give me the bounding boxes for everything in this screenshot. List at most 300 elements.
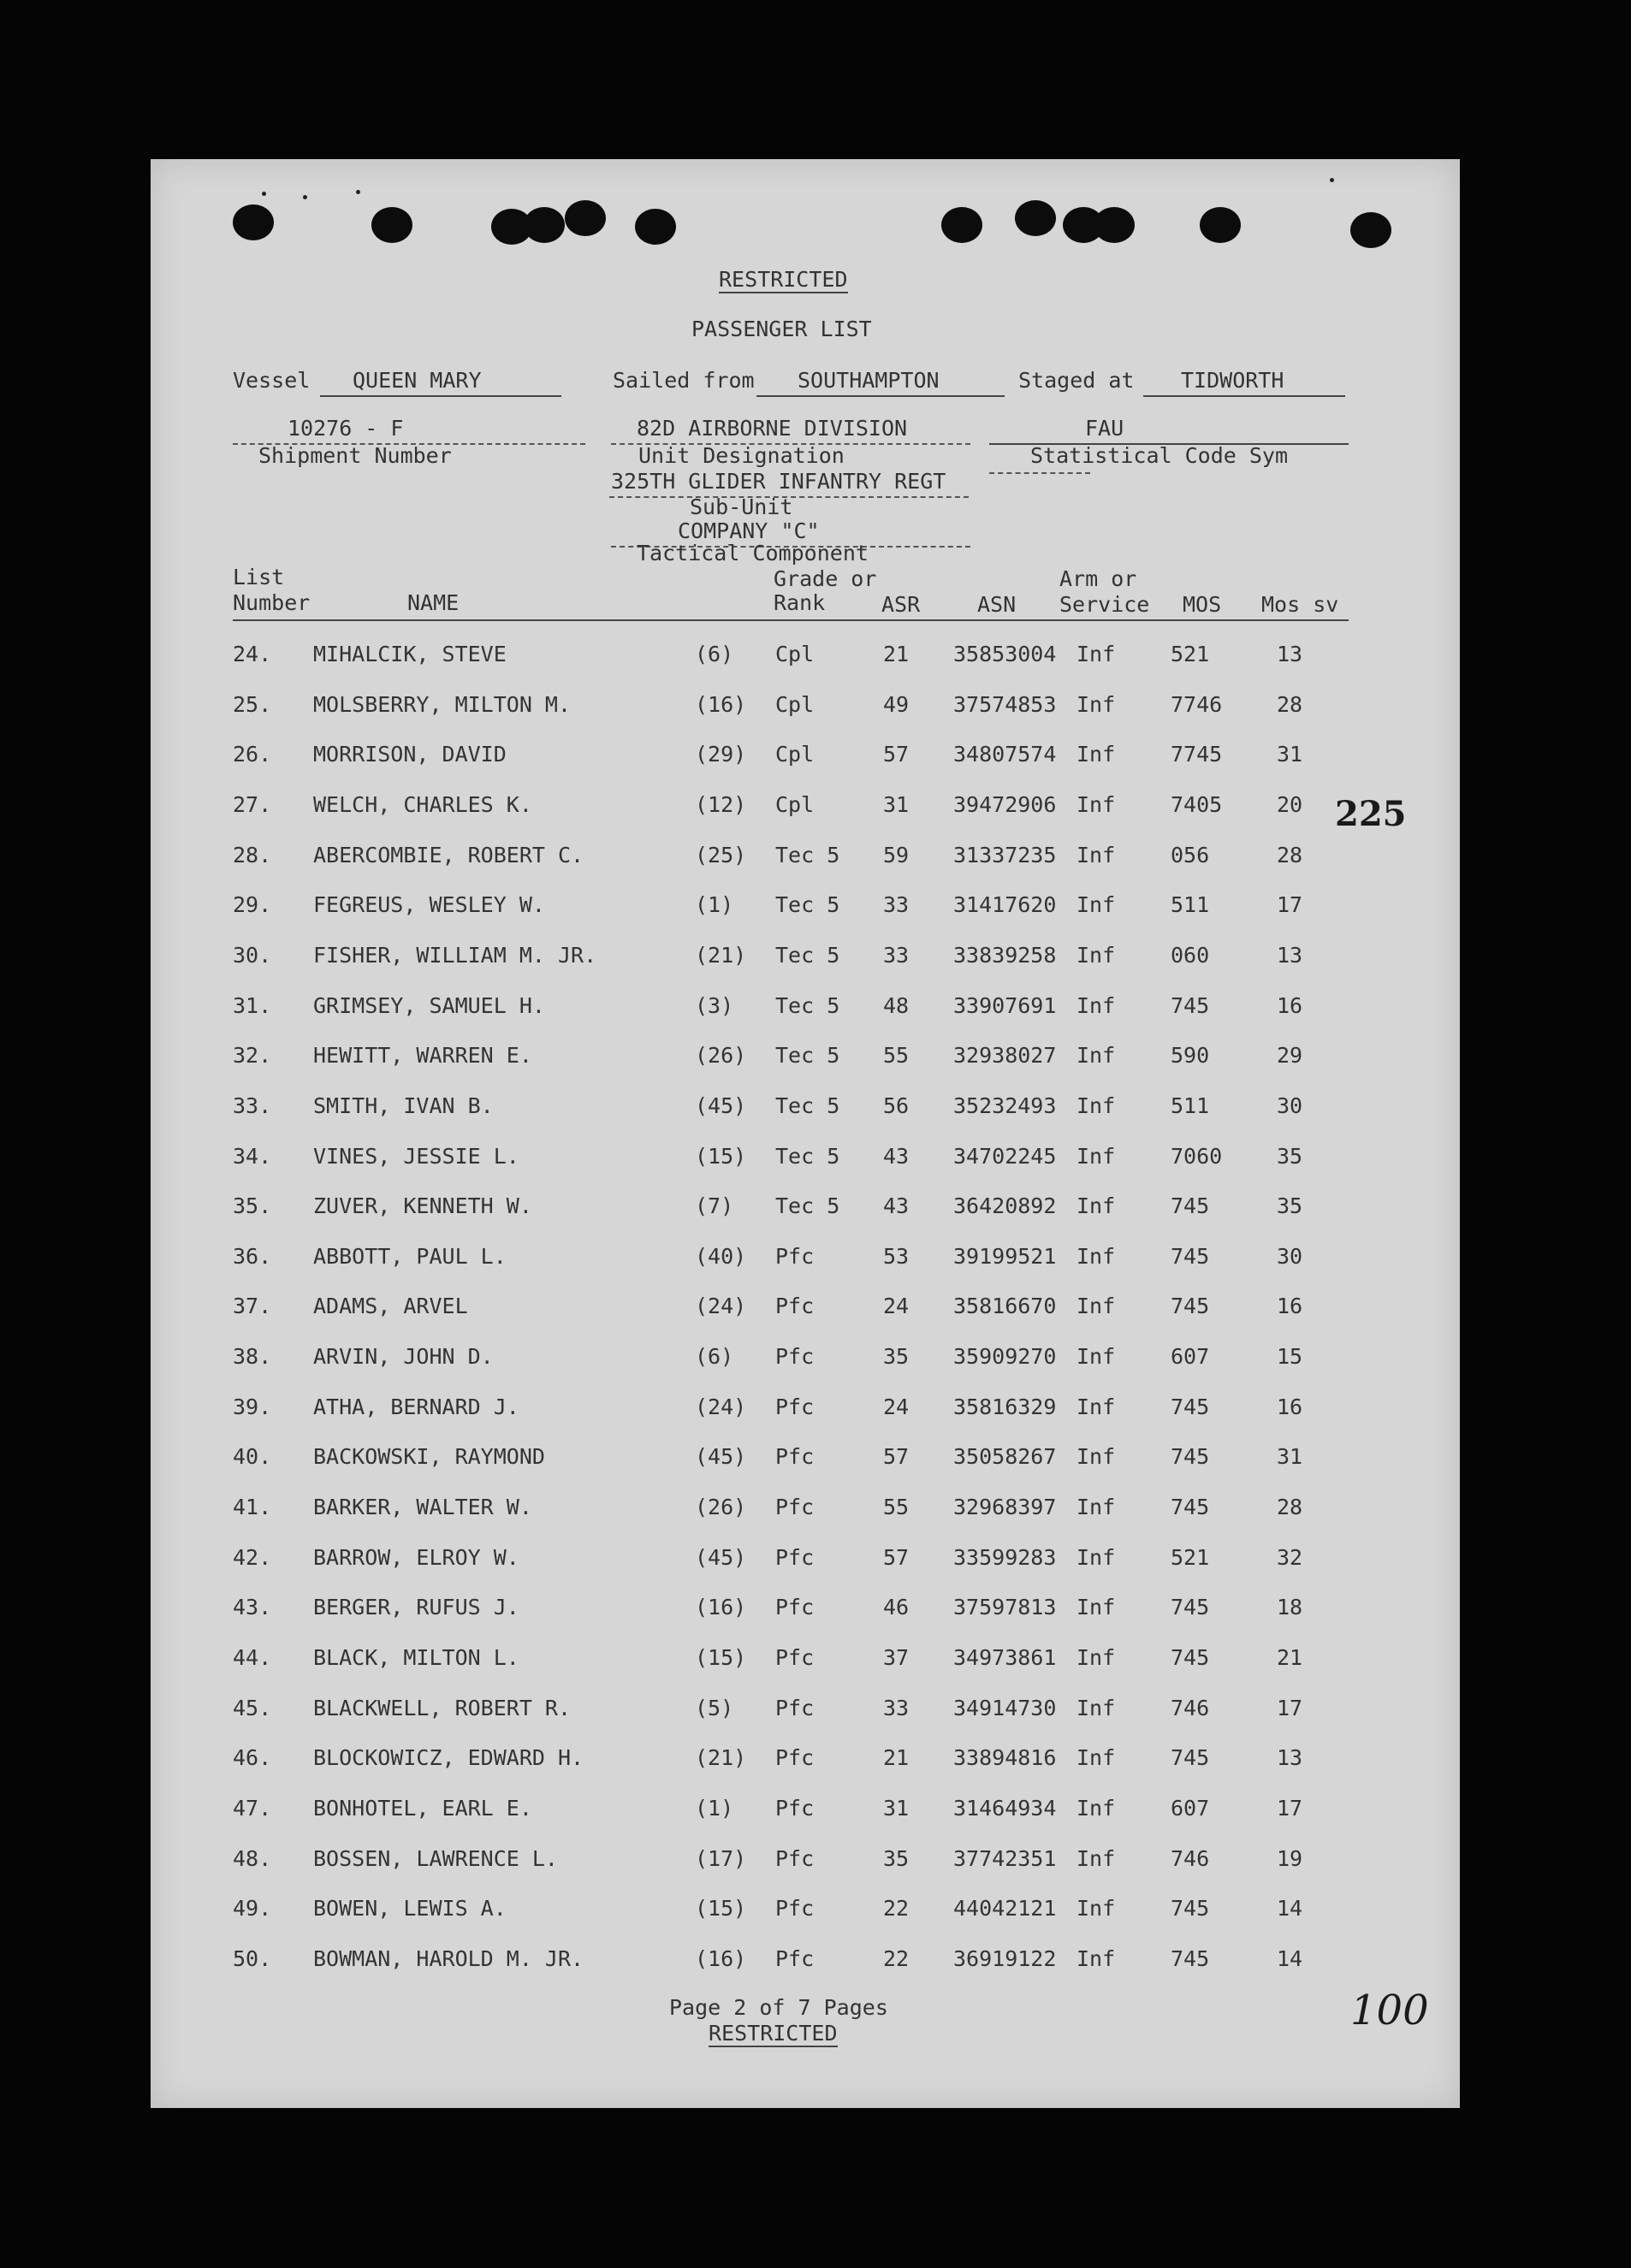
cell-code: (15) (695, 1896, 747, 1921)
cell-asn: 33907691 (953, 993, 1057, 1018)
cell-passenger-name: ADAMS, ARVEL (313, 1294, 468, 1318)
cell-mos-sv: 28 (1277, 1495, 1303, 1519)
cell-asn: 36420892 (953, 1193, 1057, 1218)
punch-hole (233, 204, 274, 240)
cell-arm-service: Inf (1076, 1946, 1116, 1971)
column-header-rule (233, 619, 1349, 621)
cell-arm-service: Inf (1076, 742, 1116, 767)
cell-list-number: 33. (233, 1093, 272, 1118)
cell-passenger-name: FEGREUS, WESLEY W. (313, 892, 545, 917)
cell-mos-sv: 32 (1277, 1545, 1303, 1570)
cell-passenger-name: GRIMSEY, SAMUEL H. (313, 993, 545, 1018)
col-arm-2: Service (1059, 592, 1150, 617)
staged-label: Staged at (1018, 368, 1135, 393)
cell-mos: 590 (1171, 1043, 1210, 1068)
cell-asn: 34973861 (953, 1645, 1057, 1670)
cell-list-number: 24. (233, 642, 272, 666)
cell-rank: Pfc (775, 1545, 815, 1570)
cell-code: (16) (695, 1946, 747, 1971)
cell-mos-sv: 13 (1277, 943, 1303, 968)
cell-mos-sv: 14 (1277, 1896, 1303, 1921)
cell-list-number: 42. (233, 1545, 272, 1570)
cell-passenger-name: BOSSEN, LAWRENCE L. (313, 1846, 558, 1871)
table-row (151, 993, 1460, 1027)
cell-code: (1) (695, 892, 734, 917)
cell-asr: 24 (883, 1294, 910, 1318)
stamped-number: 225 (1335, 794, 1407, 834)
table-row (151, 1093, 1460, 1128)
cell-rank: Pfc (775, 1495, 815, 1519)
cell-arm-service: Inf (1076, 1495, 1116, 1519)
vessel-underline (320, 395, 561, 397)
cell-code: (21) (695, 1745, 747, 1770)
vessel-value: QUEEN MARY (353, 368, 482, 393)
cell-mos: 511 (1171, 892, 1210, 917)
cell-code: (3) (695, 993, 734, 1018)
cell-asr: 31 (883, 792, 910, 817)
cell-passenger-name: BOWEN, LEWIS A. (313, 1896, 507, 1921)
table-row (151, 892, 1460, 927)
cell-mos: 060 (1171, 943, 1210, 968)
cell-asr: 33 (883, 892, 910, 917)
col-asr: ASR (881, 592, 921, 617)
cell-list-number: 36. (233, 1244, 272, 1269)
cell-arm-service: Inf (1076, 1093, 1116, 1118)
cell-code: (45) (695, 1545, 747, 1570)
punch-hole (635, 209, 676, 245)
cell-code: (5) (695, 1696, 734, 1720)
cell-mos-sv: 35 (1277, 1193, 1303, 1218)
cell-rank: Tec 5 (775, 1193, 840, 1218)
punch-hole (1094, 207, 1135, 243)
table-row (151, 1545, 1460, 1579)
cell-mos-sv: 15 (1277, 1344, 1303, 1369)
cell-code: (17) (695, 1846, 747, 1871)
cell-mos: 745 (1171, 1946, 1210, 1971)
cell-passenger-name: BLOCKOWICZ, EDWARD H. (313, 1745, 584, 1770)
col-list-number-1: List (233, 565, 285, 589)
cell-asn: 35816670 (953, 1294, 1057, 1318)
table-row (151, 792, 1460, 826)
col-name: NAME (407, 590, 460, 615)
cell-code: (40) (695, 1244, 747, 1269)
cell-mos-sv: 16 (1277, 993, 1303, 1018)
cell-mos: 745 (1171, 1193, 1210, 1218)
cell-passenger-name: BLACK, MILTON L. (313, 1645, 519, 1670)
cell-passenger-name: VINES, JESSIE L. (313, 1144, 519, 1169)
cell-rank: Pfc (775, 1645, 815, 1670)
sailed-underline (756, 395, 1005, 397)
cell-asr: 31 (883, 1796, 910, 1821)
cell-rank: Pfc (775, 1796, 815, 1821)
speck (356, 190, 360, 194)
cell-mos: 745 (1171, 1595, 1210, 1620)
speck (303, 195, 307, 199)
table-row (151, 642, 1460, 676)
cell-asr: 57 (883, 742, 910, 767)
cell-code: (26) (695, 1495, 747, 1519)
cell-rank: Tec 5 (775, 892, 840, 917)
cell-list-number: 38. (233, 1344, 272, 1369)
cell-mos: 745 (1171, 1896, 1210, 1921)
cell-mos-sv: 14 (1277, 1946, 1303, 1971)
col-mos-sv: Mos sv (1261, 592, 1339, 617)
cell-list-number: 30. (233, 943, 272, 968)
cell-list-number: 27. (233, 792, 272, 817)
cell-mos: 511 (1171, 1093, 1210, 1118)
cell-rank: Pfc (775, 1846, 815, 1871)
cell-asn: 31464934 (953, 1796, 1057, 1821)
cell-rank: Pfc (775, 1294, 815, 1318)
table-row (151, 692, 1460, 726)
cell-mos-sv: 30 (1277, 1244, 1303, 1269)
col-list-number-2: Number (233, 590, 311, 615)
cell-list-number: 28. (233, 843, 272, 868)
restricted-top: RESTRICTED (719, 267, 848, 292)
cell-asn: 31337235 (953, 843, 1057, 868)
speck (1330, 178, 1334, 182)
table-row (151, 843, 1460, 877)
cell-asr: 33 (883, 1696, 910, 1720)
cell-mos: 746 (1171, 1696, 1210, 1720)
table-row (151, 1495, 1460, 1529)
cell-mos: 607 (1171, 1344, 1210, 1369)
cell-asn: 35232493 (953, 1093, 1057, 1118)
cell-passenger-name: ZUVER, KENNETH W. (313, 1193, 532, 1218)
cell-arm-service: Inf (1076, 1796, 1116, 1821)
staged-value: TIDWORTH (1181, 368, 1284, 393)
unit-designation-label: Unit Designation (638, 443, 845, 468)
table-row (151, 1696, 1460, 1730)
cell-passenger-name: WELCH, CHARLES K. (313, 792, 532, 817)
cell-mos-sv: 17 (1277, 1796, 1303, 1821)
cell-mos: 745 (1171, 1444, 1210, 1469)
punch-hole (1015, 200, 1056, 236)
tactical-component-label: Tactical Component (637, 541, 869, 566)
cell-mos-sv: 18 (1277, 1595, 1303, 1620)
cell-mos: 7060 (1171, 1144, 1223, 1169)
cell-mos-sv: 29 (1277, 1043, 1303, 1068)
cell-asr: 55 (883, 1043, 910, 1068)
table-row (151, 1946, 1460, 1981)
cell-code: (6) (695, 1344, 734, 1369)
cell-code: (16) (695, 1595, 747, 1620)
cell-mos-sv: 28 (1277, 843, 1303, 868)
cell-asr: 59 (883, 843, 910, 868)
cell-arm-service: Inf (1076, 792, 1116, 817)
punch-hole (941, 207, 982, 243)
cell-passenger-name: ABBOTT, PAUL L. (313, 1244, 507, 1269)
cell-code: (15) (695, 1144, 747, 1169)
shipment-number-label: Shipment Number (258, 443, 452, 468)
table-row (151, 943, 1460, 977)
cell-asr: 21 (883, 1745, 910, 1770)
cell-code: (21) (695, 943, 747, 968)
cell-passenger-name: ATHA, BERNARD J. (313, 1395, 519, 1419)
cell-arm-service: Inf (1076, 993, 1116, 1018)
cell-arm-service: Inf (1076, 1696, 1116, 1720)
cell-list-number: 34. (233, 1144, 272, 1169)
cell-arm-service: Inf (1076, 892, 1116, 917)
cell-rank: Pfc (775, 1395, 815, 1419)
cell-passenger-name: BOWMAN, HAROLD M. JR. (313, 1946, 584, 1971)
table-row (151, 1745, 1460, 1779)
cell-mos: 745 (1171, 1395, 1210, 1419)
cell-mos: 745 (1171, 1495, 1210, 1519)
cell-arm-service: Inf (1076, 1745, 1116, 1770)
cell-asn: 35853004 (953, 642, 1057, 666)
cell-mos-sv: 31 (1277, 742, 1303, 767)
cell-list-number: 37. (233, 1294, 272, 1318)
handwritten-number: 100 (1350, 1987, 1429, 2034)
cell-passenger-name: BACKOWSKI, RAYMOND (313, 1444, 545, 1469)
cell-code: (45) (695, 1093, 747, 1118)
cell-rank: Pfc (775, 1745, 815, 1770)
table-row (151, 1796, 1460, 1830)
cell-asn: 35909270 (953, 1344, 1057, 1369)
col-grade-1: Grade or (774, 566, 877, 591)
cell-list-number: 31. (233, 993, 272, 1018)
cell-arm-service: Inf (1076, 1645, 1116, 1670)
cell-mos-sv: 28 (1277, 692, 1303, 717)
cell-asn: 34914730 (953, 1696, 1057, 1720)
cell-passenger-name: BARKER, WALTER W. (313, 1495, 532, 1519)
cell-asn: 33894816 (953, 1745, 1057, 1770)
cell-asn: 34807574 (953, 742, 1057, 767)
cell-list-number: 26. (233, 742, 272, 767)
punch-hole (371, 207, 412, 243)
page-number: Page 2 of 7 Pages (669, 1995, 888, 2020)
cell-arm-service: Inf (1076, 1193, 1116, 1218)
cell-rank: Cpl (775, 692, 815, 717)
sailed-value: SOUTHAMPTON (798, 368, 940, 393)
cell-passenger-name: SMITH, IVAN B. (313, 1093, 494, 1118)
cell-mos-sv: 13 (1277, 1745, 1303, 1770)
cell-arm-service: Inf (1076, 1144, 1116, 1169)
cell-asr: 22 (883, 1896, 910, 1921)
cell-asr: 24 (883, 1395, 910, 1419)
cell-mos-sv: 21 (1277, 1645, 1303, 1670)
restricted-bottom: RESTRICTED (709, 2021, 838, 2046)
cell-mos: 056 (1171, 843, 1210, 868)
cell-passenger-name: FISHER, WILLIAM M. JR. (313, 943, 597, 968)
cell-list-number: 39. (233, 1395, 272, 1419)
cell-asn: 32938027 (953, 1043, 1057, 1068)
cell-arm-service: Inf (1076, 1043, 1116, 1068)
cell-rank: Tec 5 (775, 1093, 840, 1118)
cell-asn: 39199521 (953, 1244, 1057, 1269)
statistical-code-label: Statistical Code Sym (1030, 443, 1289, 468)
cell-asr: 35 (883, 1846, 910, 1871)
cell-mos: 7405 (1171, 792, 1223, 817)
cell-rank: Pfc (775, 1696, 815, 1720)
table-row (151, 1144, 1460, 1178)
cell-list-number: 40. (233, 1444, 272, 1469)
table-row (151, 1846, 1460, 1880)
unit-designation-value: 82D AIRBORNE DIVISION (637, 416, 908, 441)
cell-asr: 49 (883, 692, 910, 717)
cell-passenger-name: MORRISON, DAVID (313, 742, 507, 767)
cell-asn: 37574853 (953, 692, 1057, 717)
table-row (151, 1645, 1460, 1679)
cell-asr: 53 (883, 1244, 910, 1269)
cell-asn: 36919122 (953, 1946, 1057, 1971)
cell-rank: Cpl (775, 792, 815, 817)
cell-rank: Cpl (775, 642, 815, 666)
cell-asr: 37 (883, 1645, 910, 1670)
tactical-component-value: COMPANY "C" (678, 518, 820, 543)
cell-code: (7) (695, 1193, 734, 1218)
cell-mos: 746 (1171, 1846, 1210, 1871)
cell-mos: 745 (1171, 1645, 1210, 1670)
cell-list-number: 43. (233, 1595, 272, 1620)
cell-list-number: 41. (233, 1495, 272, 1519)
cell-list-number: 29. (233, 892, 272, 917)
cell-arm-service: Inf (1076, 843, 1116, 868)
cell-list-number: 35. (233, 1193, 272, 1218)
cell-passenger-name: BLACKWELL, ROBERT R. (313, 1696, 572, 1720)
cell-mos-sv: 16 (1277, 1294, 1303, 1318)
cell-mos-sv: 17 (1277, 892, 1303, 917)
col-grade-2: Rank (774, 590, 826, 615)
cell-asn: 44042121 (953, 1896, 1057, 1921)
table-row (151, 1043, 1460, 1077)
cell-arm-service: Inf (1076, 692, 1116, 717)
cell-code: (25) (695, 843, 747, 868)
staged-underline (1143, 395, 1345, 397)
cell-mos: 7746 (1171, 692, 1223, 717)
cell-code: (6) (695, 642, 734, 666)
sub-unit-value: 325TH GLIDER INFANTRY REGT (611, 469, 946, 494)
cell-code: (16) (695, 692, 747, 717)
cell-mos-sv: 20 (1277, 792, 1303, 817)
cell-asn: 32968397 (953, 1495, 1057, 1519)
cell-asn: 33599283 (953, 1545, 1057, 1570)
cell-rank: Pfc (775, 1244, 815, 1269)
cell-arm-service: Inf (1076, 1395, 1116, 1419)
cell-asn: 39472906 (953, 792, 1057, 817)
cell-passenger-name: ARVIN, JOHN D. (313, 1344, 494, 1369)
cell-passenger-name: MOLSBERRY, MILTON M. (313, 692, 572, 717)
cell-code: (45) (695, 1444, 747, 1469)
cell-passenger-name: HEWITT, WARREN E. (313, 1043, 532, 1068)
cell-mos-sv: 31 (1277, 1444, 1303, 1469)
cell-passenger-name: ABERCOMBIE, ROBERT C. (313, 843, 584, 868)
cell-arm-service: Inf (1076, 1846, 1116, 1871)
vessel-label: Vessel (233, 368, 311, 393)
cell-list-number: 25. (233, 692, 272, 717)
cell-list-number: 32. (233, 1043, 272, 1068)
cell-passenger-name: BERGER, RUFUS J. (313, 1595, 519, 1620)
cell-rank: Pfc (775, 1896, 815, 1921)
col-asn: ASN (977, 592, 1017, 617)
cell-asr: 46 (883, 1595, 910, 1620)
cell-asn: 35816329 (953, 1395, 1057, 1419)
cell-rank: Cpl (775, 742, 815, 767)
shipment-number-value: 10276 - F (288, 416, 404, 441)
table-row (151, 1294, 1460, 1328)
cell-arm-service: Inf (1076, 1896, 1116, 1921)
table-row (151, 742, 1460, 776)
table-row (151, 1595, 1460, 1629)
cell-mos-sv: 17 (1277, 1696, 1303, 1720)
cell-asr: 43 (883, 1193, 910, 1218)
document-page (151, 159, 1460, 2108)
cell-rank: Pfc (775, 1595, 815, 1620)
cell-arm-service: Inf (1076, 1545, 1116, 1570)
cell-asn: 33839258 (953, 943, 1057, 968)
sub-unit-label: Sub-Unit (690, 494, 793, 519)
cell-asr: 56 (883, 1093, 910, 1118)
cell-rank: Pfc (775, 1344, 815, 1369)
cell-mos: 745 (1171, 1244, 1210, 1269)
cell-mos: 745 (1171, 1745, 1210, 1770)
cell-mos: 521 (1171, 642, 1210, 666)
cell-arm-service: Inf (1076, 1595, 1116, 1620)
cell-asr: 22 (883, 1946, 910, 1971)
punch-hole (565, 200, 606, 236)
cell-arm-service: Inf (1076, 1344, 1116, 1369)
cell-code: (29) (695, 742, 747, 767)
cell-mos-sv: 30 (1277, 1093, 1303, 1118)
table-row (151, 1344, 1460, 1378)
cell-mos: 745 (1171, 1294, 1210, 1318)
cell-list-number: 46. (233, 1745, 272, 1770)
cell-list-number: 45. (233, 1696, 272, 1720)
col-mos: MOS (1183, 592, 1222, 617)
cell-passenger-name: BARROW, ELROY W. (313, 1545, 519, 1570)
cell-arm-service: Inf (1076, 642, 1116, 666)
cell-mos-sv: 13 (1277, 642, 1303, 666)
cell-asr: 21 (883, 642, 910, 666)
cell-list-number: 48. (233, 1846, 272, 1871)
cell-rank: Pfc (775, 1946, 815, 1971)
cell-asr: 57 (883, 1545, 910, 1570)
page-title: PASSENGER LIST (691, 317, 872, 341)
cell-arm-service: Inf (1076, 1444, 1116, 1469)
table-row (151, 1444, 1460, 1478)
cell-mos-sv: 19 (1277, 1846, 1303, 1871)
cell-asr: 57 (883, 1444, 910, 1469)
cell-mos: 7745 (1171, 742, 1223, 767)
cell-asr: 43 (883, 1144, 910, 1169)
cell-passenger-name: BONHOTEL, EARL E. (313, 1796, 532, 1821)
statistical-code-value: FAU (1085, 416, 1124, 441)
cell-asr: 55 (883, 1495, 910, 1519)
cell-rank: Tec 5 (775, 993, 840, 1018)
table-row (151, 1193, 1460, 1228)
cell-asn: 35058267 (953, 1444, 1057, 1469)
cell-mos: 521 (1171, 1545, 1210, 1570)
cell-code: (26) (695, 1043, 747, 1068)
col-arm-1: Arm or (1059, 566, 1137, 591)
cell-list-number: 44. (233, 1645, 272, 1670)
cell-mos: 745 (1171, 993, 1210, 1018)
cell-list-number: 47. (233, 1796, 272, 1821)
cell-arm-service: Inf (1076, 1244, 1116, 1269)
table-row (151, 1395, 1460, 1429)
punch-hole (1200, 207, 1241, 243)
cell-rank: Tec 5 (775, 843, 840, 868)
cell-asn: 31417620 (953, 892, 1057, 917)
sailed-label: Sailed from (613, 368, 755, 393)
cell-rank: Tec 5 (775, 1144, 840, 1169)
cell-asr: 35 (883, 1344, 910, 1369)
cell-code: (15) (695, 1645, 747, 1670)
cell-list-number: 50. (233, 1946, 272, 1971)
cell-rank: Tec 5 (775, 1043, 840, 1068)
speck (262, 192, 266, 196)
